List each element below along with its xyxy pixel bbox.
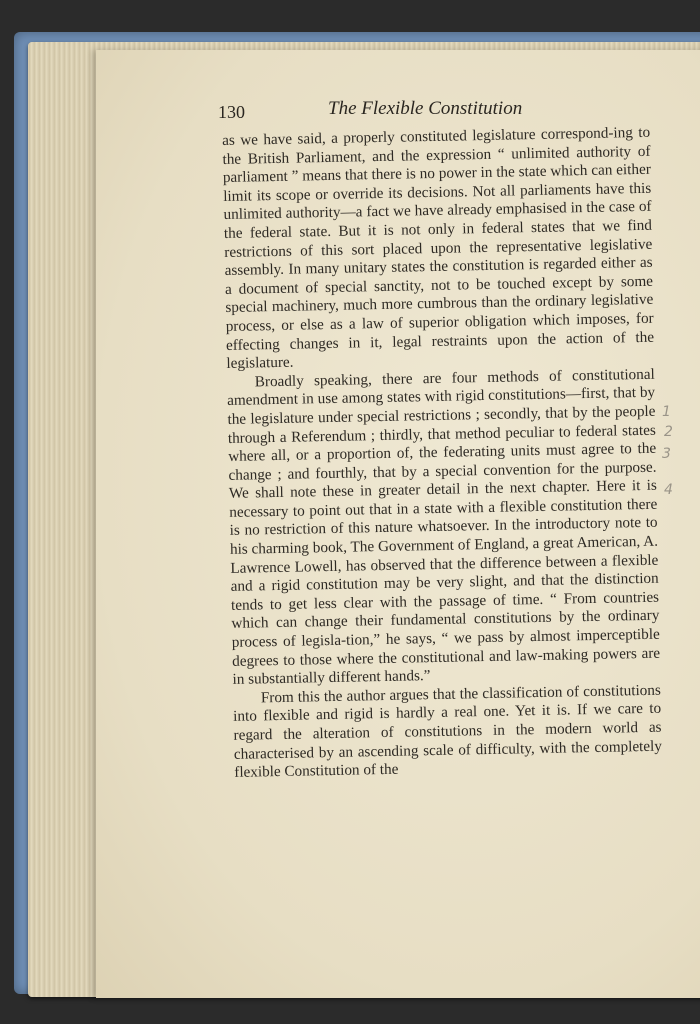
page-number: 130 bbox=[218, 102, 245, 122]
paragraph-3: From this the author argues that the classification of constitutions into flexible and rigid is hardly a real one. Yet it is. If we care to regard the alteration of constitutions in the modern world as characterised by an ascending scale of difficulty, with the completely flexible Constitution of the bbox=[233, 681, 663, 782]
margin-mark-3: 3 bbox=[662, 446, 671, 462]
margin-mark-4: 4 bbox=[664, 482, 673, 498]
paragraph-1: as we have said, a properly constituted legislature correspond-ing to the British Parliament, and the expression “ unlimited authority of parliament ” means that there is no power in the state which can either limit its scope or override its decisions. Not all parliaments have this unlimited authority—a fact we have already emphasised in the case of the federal state. But it is not only in federal states that we find restrictions of this sort placed upon the representative legislative assembly. In many unitary states the constitution is regarded either as a document of special sanctity, not to be touched except by some special machinery, much more cumbrous than the ordinary legislative process, or else as a law of superior obligation which imposes, for effecting changes in it, legal restraints upon the action of the legislature. bbox=[222, 123, 655, 373]
running-title: The Flexible Constitution bbox=[328, 98, 523, 119]
margin-mark-2: 2 bbox=[664, 424, 673, 440]
margin-mark-1: 1 bbox=[662, 404, 671, 420]
page-header bbox=[218, 98, 648, 124]
paragraph-2: Broadly speaking, there are four methods of constitutional amendment in use among states with rigid constitutions—first, that by the legislature under special restrictions ; secondly, that by the people through a Referendum ; thirdly, that method peculiar to federal states where all, or a proportion of, the federating units must agree to the change ; and fourthly, that by a special convention for the purpose. We shall note these in greater detail in the next chapter. Here it is necessary to point out that in a state with a flexible constitution there is no restriction of this nature whatsoever. In the introductory note to his charming book, The Government of England, a great American, A. Lawrence Lowell, has observed that the difference between a flexible and a rigid constitution may be very slight, and that the distinction tends to get less clear with the passage of time. “ From countries which can change their fundamental constitutions by the ordinary process of legisla-tion,” he says, “ we pass by almost imperceptible degrees to those where the constitutional and law-making powers are in substantially different hands.” bbox=[226, 365, 661, 689]
body-text bbox=[222, 124, 662, 783]
